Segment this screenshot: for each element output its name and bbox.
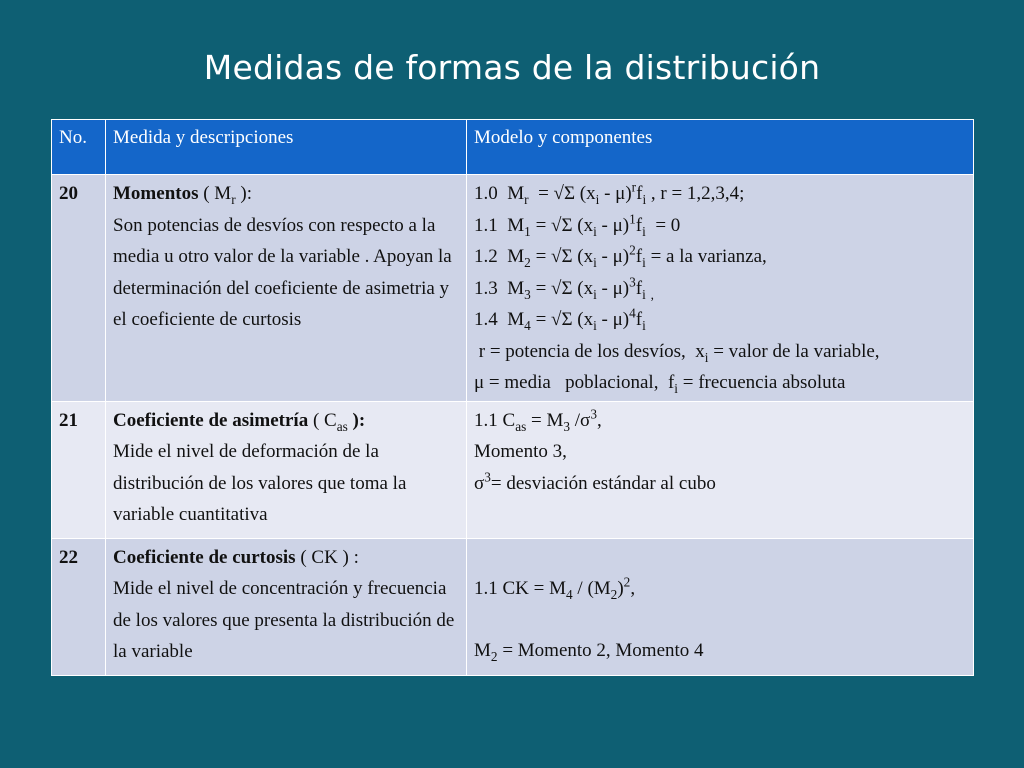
model-line: 1.1 $M_1 = √\Sigma$ $(x_i - \mu)^1f_i = 0$ [474, 211, 681, 239]
model-line: Momento 3, [474, 441, 567, 462]
table-row [52, 538, 974, 675]
measure-description: Son potencias de desvíos con respecto a la media u otro valor de la variable . Apoyan la determinación del coeficiente de asimetria y el coeficiente de curtosis [113, 214, 452, 330]
row-description: Coeficiente de asimetría ( $C_{as}$ ): Mide el nivel de deformación de la distribución de los valores que toma la variable cuantitativa [106, 401, 467, 538]
model-line: 1.2 $M_2 = √\Sigma$ $(x_i - \mu)^2f_i = a$ la varianza, [474, 242, 767, 270]
model-line: 1.1 $C_{as} = M_3$ $/\sigma^3$, [474, 406, 602, 434]
model-line: 1.4 $M_4 = √\Sigma$ $(x_i - \mu)^4f_i$ [474, 305, 646, 333]
row-model [467, 175, 974, 402]
row-number: 22 [52, 538, 106, 675]
row-description: Coeficiente de curtosis ( CK ) : Mide el nivel de concentración y frecuencia de los valores que presenta la distribución de la variable [106, 538, 467, 675]
row-number: 21 [52, 401, 106, 538]
row-model [467, 401, 974, 538]
slide-title: Medidas de formas de la distribución [203, 48, 821, 87]
header-description: Medida y descripciones [106, 120, 467, 175]
table-header-row [52, 120, 974, 175]
model-line: r = potencia de los desvíos, $x_i$ = valor de la variable, [474, 340, 880, 365]
model-line: $M_2$ = Momento 2, Momento 4 [474, 640, 704, 664]
row-description: Momentos ( $M_r$ ): Son potencias de desvíos con respecto a la media u otro valor de la variable . Apoyan la determinación del coeficiente de asimetria y el coeficiente de curtosis [106, 175, 467, 402]
model-line: $\sigma^3=$ desviación estándar al cubo [474, 469, 716, 494]
header-model: Modelo y componentes [467, 120, 974, 175]
model-line: μ = media poblacional, $f_i$ = frecuencia absoluta [474, 372, 846, 396]
measure-title: Momentos [113, 183, 199, 204]
model-line: 1.1 CK = $M_4 / (M_2)^2$, [474, 574, 636, 602]
measure-title: Coeficiente de curtosis [113, 546, 296, 568]
measures-table [51, 119, 974, 676]
table-row [52, 175, 974, 402]
measure-description: Mide el nivel de concentración y frecuencia de los valores que presenta la distribución de la variable [113, 578, 455, 662]
measure-description: Mide el nivel de deformación de la distribución de los valores que toma la variable cuantitativa [113, 441, 407, 525]
table-row [52, 401, 974, 538]
row-number: 20 [52, 175, 106, 402]
model-line: 1.3 $M_3 = √\Sigma$ $(x_i - \mu)^3f_i$ $_,$ [474, 274, 654, 302]
measure-title: Coeficiente de asimetría [113, 409, 309, 431]
model-line: 1.0 $M_r = √\Sigma$ $(x_i - \mu)^rf_i$ , r = 1,2,3,4; [474, 179, 745, 207]
row-model [467, 538, 974, 675]
header-no: No. [52, 120, 106, 175]
